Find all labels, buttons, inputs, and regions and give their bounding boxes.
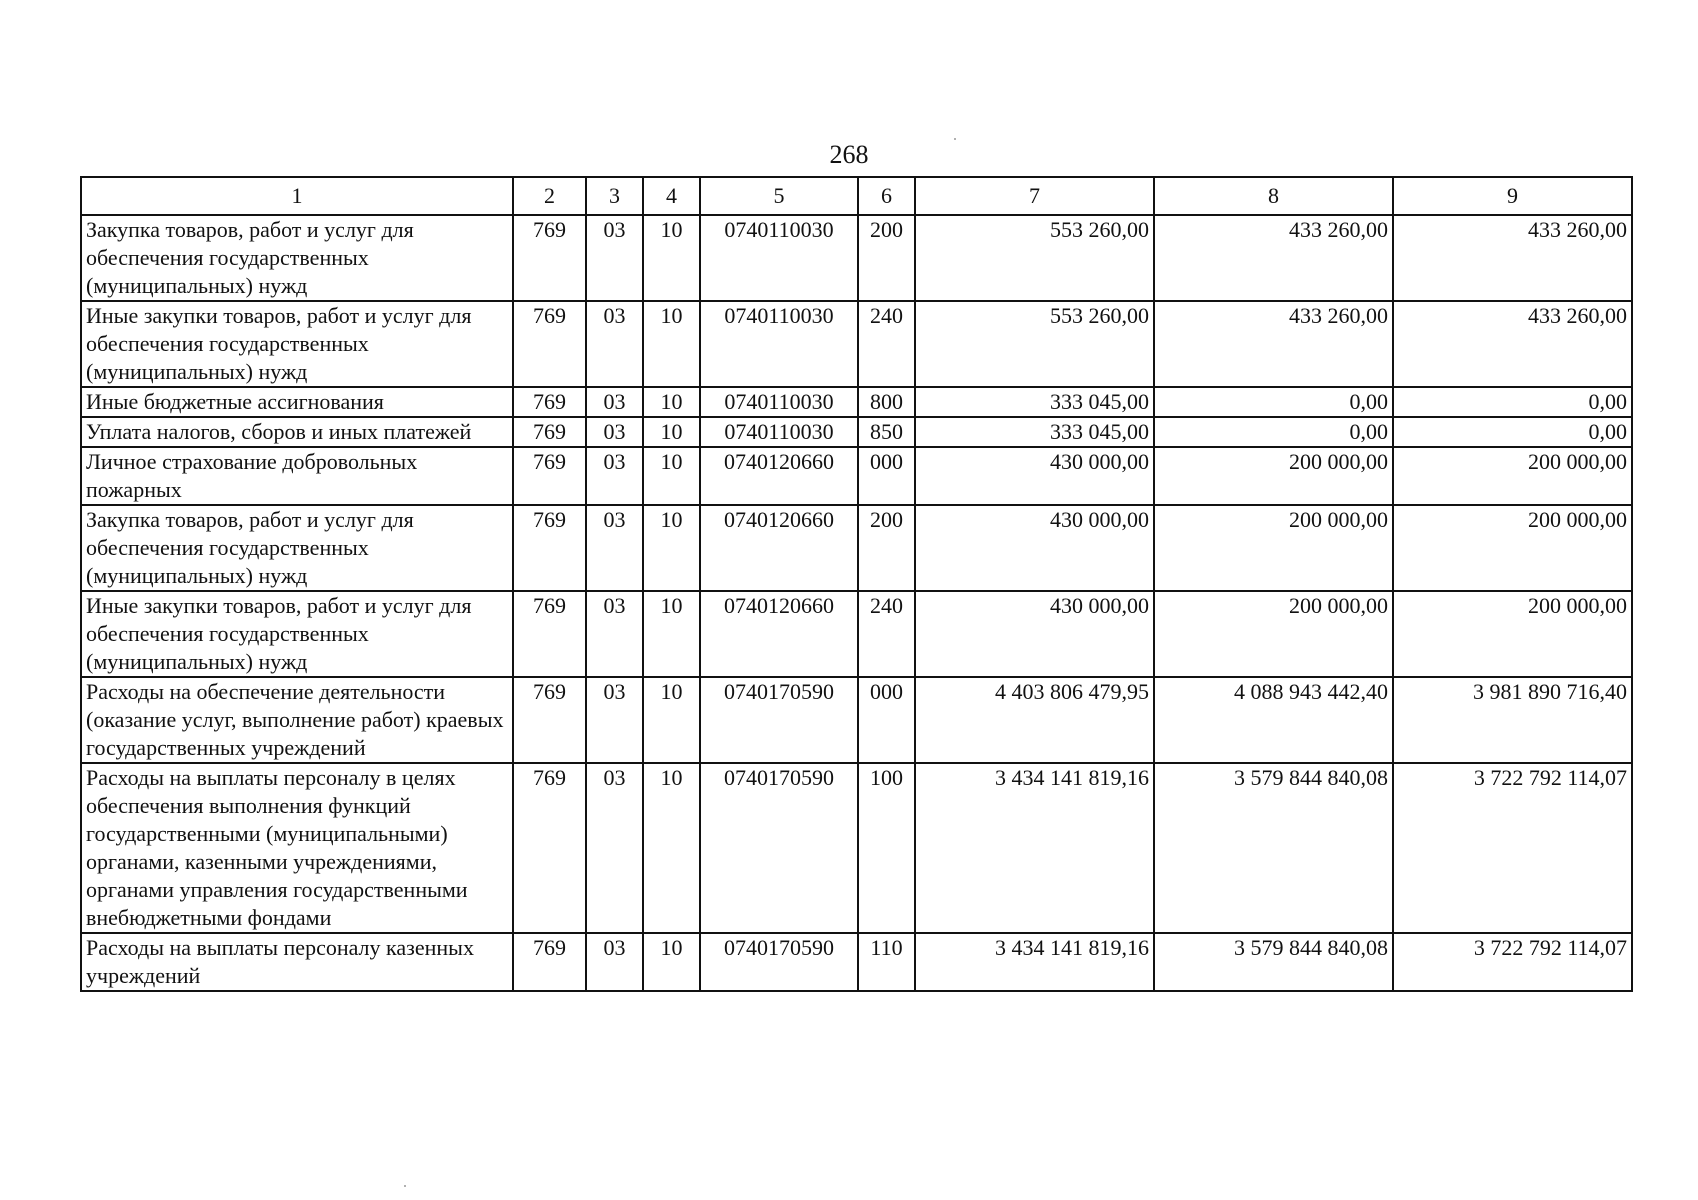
target-article-cell: 0740120660	[700, 591, 858, 677]
expense-name-cell: Закупка товаров, работ и услуг для обеспечения государственных (муниципальных) нужд	[81, 215, 513, 301]
subsection-code-cell: 10	[643, 677, 700, 763]
column-header-7: 7	[915, 177, 1154, 215]
expense-name-cell: Иные закупки товаров, работ и услуг для обеспечения государственных (муниципальных) нужд	[81, 301, 513, 387]
target-article-cell: 0740110030	[700, 301, 858, 387]
expense-name-cell: Личное страхование добровольных пожарных	[81, 447, 513, 505]
target-article-cell: 0740120660	[700, 505, 858, 591]
ministry-code-cell: 769	[513, 591, 586, 677]
amount-col8-cell: 0,00	[1154, 417, 1393, 447]
table-row	[81, 447, 1632, 505]
expense-type-cell: 240	[858, 591, 915, 677]
amount-col7-cell: 430 000,00	[915, 591, 1154, 677]
column-header-5: 5	[700, 177, 858, 215]
amount-col9-cell: 0,00	[1393, 387, 1632, 417]
page-number: 268	[829, 140, 869, 169]
section-code-cell: 03	[586, 933, 643, 991]
ministry-code-cell: 769	[513, 301, 586, 387]
ministry-code-cell: 769	[513, 215, 586, 301]
amount-col8-cell: 3 579 844 840,08	[1154, 763, 1393, 933]
amount-col7-cell: 333 045,00	[915, 387, 1154, 417]
amount-col7-cell: 553 260,00	[915, 215, 1154, 301]
table-row	[81, 677, 1632, 763]
target-article-cell: 0740170590	[700, 763, 858, 933]
subsection-code-cell: 10	[643, 301, 700, 387]
expense-type-cell: 100	[858, 763, 915, 933]
subsection-code-cell: 10	[643, 591, 700, 677]
amount-col9-cell: 3 981 890 716,40	[1393, 677, 1632, 763]
ministry-code-cell: 769	[513, 763, 586, 933]
amount-col9-cell: 433 260,00	[1393, 215, 1632, 301]
expense-type-cell: 800	[858, 387, 915, 417]
amount-col9-cell: 3 722 792 114,07	[1393, 933, 1632, 991]
table-row	[81, 505, 1632, 591]
amount-col7-cell: 430 000,00	[915, 447, 1154, 505]
scan-speck	[404, 1185, 406, 1187]
expense-type-cell: 200	[858, 215, 915, 301]
subsection-code-cell: 10	[643, 763, 700, 933]
column-header-6: 6	[858, 177, 915, 215]
subsection-code-cell: 10	[643, 215, 700, 301]
amount-col9-cell: 200 000,00	[1393, 591, 1632, 677]
table-row	[81, 763, 1632, 933]
ministry-code-cell: 769	[513, 677, 586, 763]
ministry-code-cell: 769	[513, 933, 586, 991]
amount-col8-cell: 200 000,00	[1154, 591, 1393, 677]
subsection-code-cell: 10	[643, 447, 700, 505]
section-code-cell: 03	[586, 301, 643, 387]
expense-type-cell: 000	[858, 447, 915, 505]
table-row	[81, 215, 1632, 301]
amount-col7-cell: 3 434 141 819,16	[915, 763, 1154, 933]
expense-name-cell: Уплата налогов, сборов и иных платежей	[81, 417, 513, 447]
section-code-cell: 03	[586, 387, 643, 417]
section-code-cell: 03	[586, 417, 643, 447]
amount-col8-cell: 3 579 844 840,08	[1154, 933, 1393, 991]
section-code-cell: 03	[586, 591, 643, 677]
expense-name-cell: Расходы на обеспечение деятельности (оказание услуг, выполнение работ) краевых государственных учреждений	[81, 677, 513, 763]
column-header-4: 4	[643, 177, 700, 215]
table-row	[81, 387, 1632, 417]
expense-name-cell: Закупка товаров, работ и услуг для обеспечения государственных (муниципальных) нужд	[81, 505, 513, 591]
table-row	[81, 417, 1632, 447]
amount-col9-cell: 200 000,00	[1393, 447, 1632, 505]
column-header-1: 1	[81, 177, 513, 215]
column-header-8: 8	[1154, 177, 1393, 215]
amount-col8-cell: 200 000,00	[1154, 505, 1393, 591]
subsection-code-cell: 10	[643, 505, 700, 591]
expense-type-cell: 200	[858, 505, 915, 591]
amount-col9-cell: 0,00	[1393, 417, 1632, 447]
ministry-code-cell: 769	[513, 505, 586, 591]
subsection-code-cell: 10	[643, 933, 700, 991]
amount-col9-cell: 3 722 792 114,07	[1393, 763, 1632, 933]
target-article-cell: 0740170590	[700, 677, 858, 763]
column-header-3: 3	[586, 177, 643, 215]
amount-col7-cell: 430 000,00	[915, 505, 1154, 591]
amount-col7-cell: 553 260,00	[915, 301, 1154, 387]
ministry-code-cell: 769	[513, 417, 586, 447]
table-row	[81, 933, 1632, 991]
expense-name-cell: Расходы на выплаты персоналу казенных учреждений	[81, 933, 513, 991]
amount-col8-cell: 433 260,00	[1154, 301, 1393, 387]
expense-type-cell: 000	[858, 677, 915, 763]
expense-type-cell: 110	[858, 933, 915, 991]
target-article-cell: 0740120660	[700, 447, 858, 505]
budget-table	[80, 176, 1633, 992]
amount-col7-cell: 3 434 141 819,16	[915, 933, 1154, 991]
ministry-code-cell: 769	[513, 387, 586, 417]
target-article-cell: 0740110030	[700, 387, 858, 417]
section-code-cell: 03	[586, 677, 643, 763]
target-article-cell: 0740170590	[700, 933, 858, 991]
amount-col9-cell: 433 260,00	[1393, 301, 1632, 387]
expense-name-cell: Иные бюджетные ассигнования	[81, 387, 513, 417]
section-code-cell: 03	[586, 215, 643, 301]
expense-name-cell: Иные закупки товаров, работ и услуг для обеспечения государственных (муниципальных) нужд	[81, 591, 513, 677]
target-article-cell: 0740110030	[700, 215, 858, 301]
column-header-2: 2	[513, 177, 586, 215]
amount-col7-cell: 4 403 806 479,95	[915, 677, 1154, 763]
target-article-cell: 0740110030	[700, 417, 858, 447]
header-row	[81, 177, 1632, 215]
column-header-9: 9	[1393, 177, 1632, 215]
scan-speck	[954, 138, 956, 140]
amount-col8-cell: 0,00	[1154, 387, 1393, 417]
expense-name-cell: Расходы на выплаты персоналу в целях обеспечения выполнения функций государственными (муниципальными) органами, казенными учреждениями, органами управления государственными внебюджетными фондами	[81, 763, 513, 933]
ministry-code-cell: 769	[513, 447, 586, 505]
amount-col7-cell: 333 045,00	[915, 417, 1154, 447]
subsection-code-cell: 10	[643, 387, 700, 417]
subsection-code-cell: 10	[643, 417, 700, 447]
expense-type-cell: 240	[858, 301, 915, 387]
amount-col8-cell: 4 088 943 442,40	[1154, 677, 1393, 763]
section-code-cell: 03	[586, 447, 643, 505]
section-code-cell: 03	[586, 505, 643, 591]
amount-col8-cell: 433 260,00	[1154, 215, 1393, 301]
amount-col9-cell: 200 000,00	[1393, 505, 1632, 591]
section-code-cell: 03	[586, 763, 643, 933]
table-row	[81, 591, 1632, 677]
table-row	[81, 301, 1632, 387]
amount-col8-cell: 200 000,00	[1154, 447, 1393, 505]
expense-type-cell: 850	[858, 417, 915, 447]
